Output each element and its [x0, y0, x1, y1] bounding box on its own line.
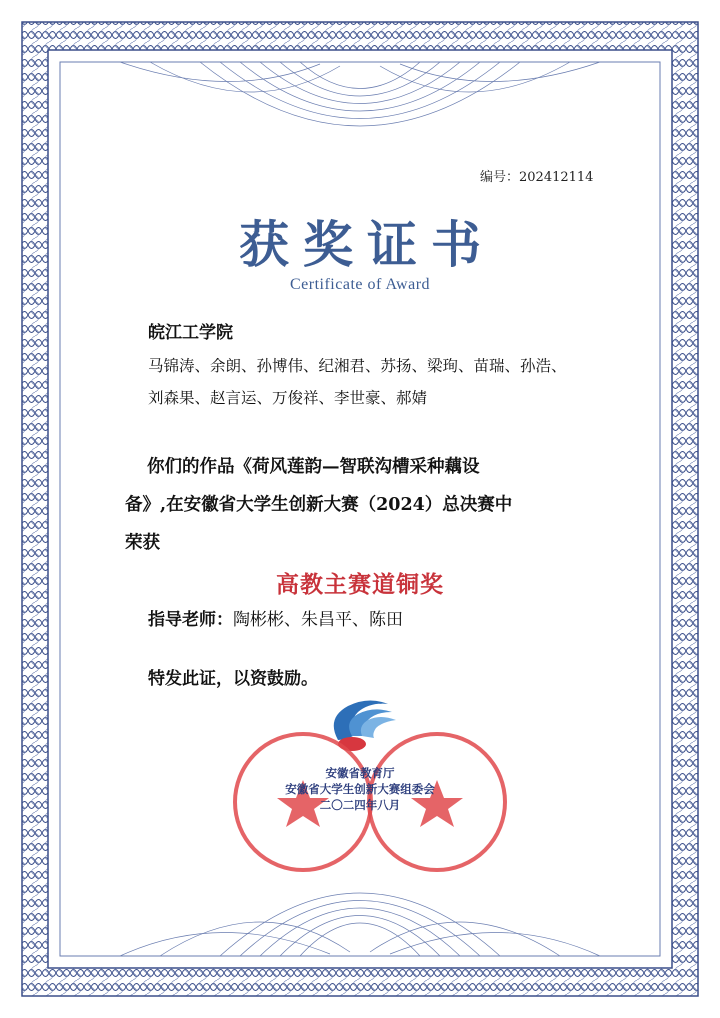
issue-date: 二〇二四年八月 — [319, 798, 401, 812]
certificate-number: 编号：202412114 — [480, 170, 594, 185]
members-line: 刘森果、赵言运、万俊祥、李世豪、郝婧 — [148, 389, 428, 407]
award-statement — [125, 448, 615, 562]
issuer-name: 安徽省大学生创新大赛组委会 — [285, 782, 435, 796]
advisor-label: 指导老师： — [148, 610, 233, 630]
certificate-subtitle: Certificate of Award — [289, 276, 431, 293]
statement-line: 你们的作品《荷风莲韵—智联沟槽采种藕设 — [147, 457, 480, 477]
advisor-names: 陶彬彬、朱昌平、陈田 — [233, 610, 403, 630]
statement-line: 荣获 — [125, 533, 160, 553]
school-name: 皖江工学院 — [148, 323, 233, 343]
certificate-title: 获奖证书 — [239, 215, 495, 274]
team-members — [148, 350, 618, 414]
award-name: 高教主赛道铜奖 — [276, 571, 444, 598]
advisors — [148, 605, 403, 630]
issuer-name: 安徽省教育厅 — [325, 766, 395, 780]
statement-line: 备》,在安徽省大学生创新大赛（2024）总决赛中 — [125, 495, 513, 515]
members-line: 马锦涛、余朗、孙博伟、纪湘君、苏扬、梁珣、苗瑞、孙浩、 — [148, 357, 567, 375]
closing-remark: 特发此证，以资鼓励。 — [148, 669, 318, 689]
